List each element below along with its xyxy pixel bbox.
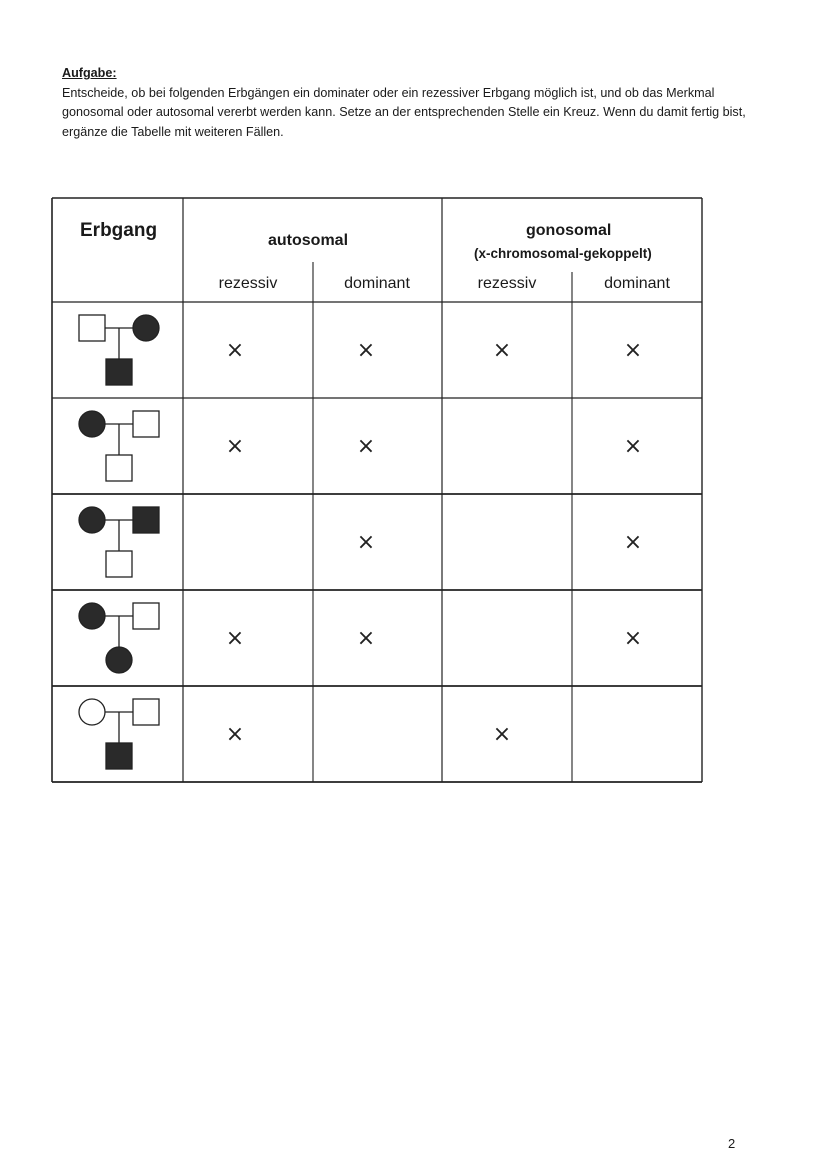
cross-mark: × (356, 626, 376, 651)
pedigree-child (106, 455, 132, 481)
header-gonosomal: gonosomal (526, 222, 612, 239)
pedigree-child (106, 743, 132, 769)
pedigree-parent-left (79, 507, 105, 533)
pedigree-parent-right (133, 699, 159, 725)
header-autosomal-dominant: dominant (344, 275, 410, 292)
cross-mark: × (356, 530, 376, 555)
cross-mark: × (492, 722, 512, 747)
header-autosomal-rezessiv: rezessiv (218, 275, 278, 292)
cross-mark: × (492, 338, 512, 363)
header-gonosomal-dominant: dominant (604, 275, 670, 292)
cross-mark: × (225, 434, 245, 459)
cross-mark: × (225, 626, 245, 651)
page-number: 2 (728, 1136, 736, 1151)
task-title: Aufgabe: (62, 66, 117, 80)
cross-mark: × (623, 434, 643, 459)
header-gonosomal-subtitle: (x-chromosomal-gekoppelt) (474, 246, 652, 261)
task-text: Entscheide, ob bei folgenden Erbgängen ein dominater oder ein rezessiver Erbgang möglich ist, und ob das Merkmal gonosomal oder autosomal vererbt werden kann. Setze an der entsprechenden Stelle ein Kreuz. Wenn du damit fertig bist, ergänze die Tabelle mit weiteren Fällen. (62, 85, 746, 139)
cross-mark: × (356, 434, 376, 459)
header-erbgang: Erbgang (80, 220, 158, 241)
pedigree-parent-left (79, 699, 105, 725)
pedigree-parent-right (133, 315, 159, 341)
pedigree-child (106, 647, 132, 673)
pedigree-parent-left (79, 411, 105, 437)
cross-mark: × (623, 626, 643, 651)
pedigree-parent-right (133, 603, 159, 629)
cross-mark: × (623, 530, 643, 555)
header-autosomal: autosomal (268, 232, 349, 249)
cross-mark: × (356, 338, 376, 363)
task-block (62, 64, 752, 142)
pedigree-child (106, 359, 132, 385)
pedigree-child (106, 551, 132, 577)
inheritance-table (50, 196, 704, 784)
pedigree-parent-right (133, 411, 159, 437)
pedigree-parent-left (79, 315, 105, 341)
cross-mark: × (225, 722, 245, 747)
cross-mark: × (623, 338, 643, 363)
header-gonosomal-rezessiv: rezessiv (477, 275, 537, 292)
pedigree-parent-left (79, 603, 105, 629)
cross-mark: × (225, 338, 245, 363)
pedigree-parent-right (133, 507, 159, 533)
